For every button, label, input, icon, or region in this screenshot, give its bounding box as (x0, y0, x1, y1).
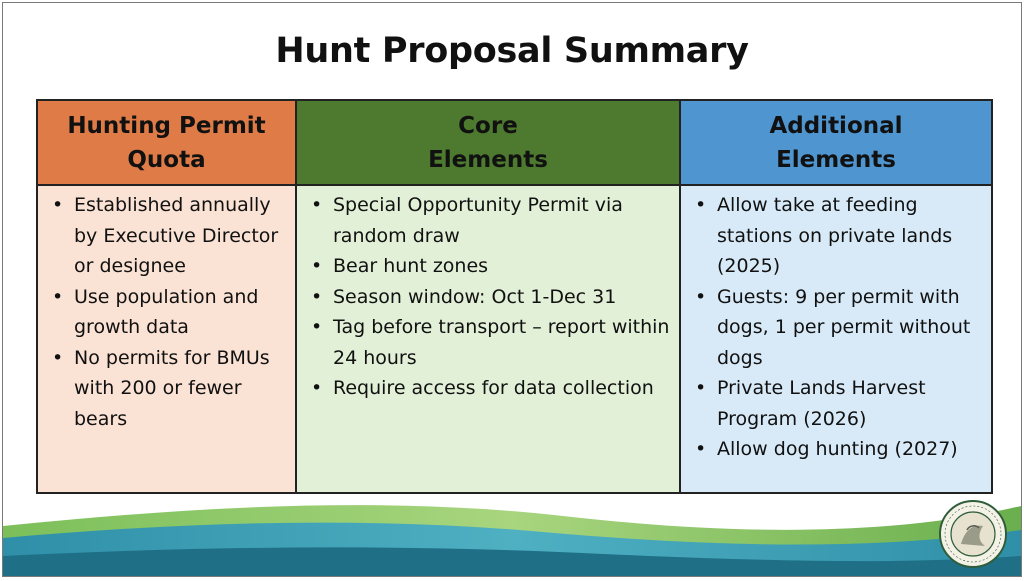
list-item: • Season window: Oct 1-Dec 31 (311, 282, 673, 313)
list-item: • Private Lands Harvest Program (2026) (695, 373, 985, 434)
header-hunting-permit-quota (37, 100, 296, 185)
bullet-list (297, 186, 679, 404)
list-item: • Guests: 9 per permit with dogs, 1 per permit without dogs (695, 282, 985, 374)
bullet-list (681, 186, 991, 465)
summary-table (36, 99, 993, 494)
header-additional-elements (680, 100, 992, 185)
list-item: • Require access for data collection (311, 373, 673, 404)
list-item: • Use population and growth data (52, 282, 289, 343)
header-core-elements (296, 100, 680, 185)
list-item: • No permits for BMUs with 200 or fewer bears (52, 343, 289, 435)
fwc-seal-icon (939, 500, 1007, 568)
decorative-waves (3, 486, 1021, 576)
body-hunting-permit-quota (37, 185, 296, 493)
list-item: • Tag before transport – report within 24 hours (311, 312, 673, 373)
body-additional-elements (680, 185, 992, 493)
list-item: • Special Opportunity Permit via random draw (311, 190, 673, 251)
bullet-list (38, 186, 295, 434)
body-core-elements (296, 185, 680, 493)
list-item: • Allow dog hunting (2027) (695, 434, 985, 465)
slide (2, 2, 1022, 577)
list-item: • Allow take at feeding stations on private lands (2025) (695, 190, 985, 282)
header-label: Core Elements (428, 112, 548, 173)
header-label: Hunting Permit Quota (67, 112, 266, 173)
list-item: • Established annually by Executive Director or designee (52, 190, 289, 282)
header-label: Additional Elements (769, 112, 903, 173)
slide-title: Hunt Proposal Summary (275, 31, 749, 71)
list-item: • Bear hunt zones (311, 251, 673, 282)
